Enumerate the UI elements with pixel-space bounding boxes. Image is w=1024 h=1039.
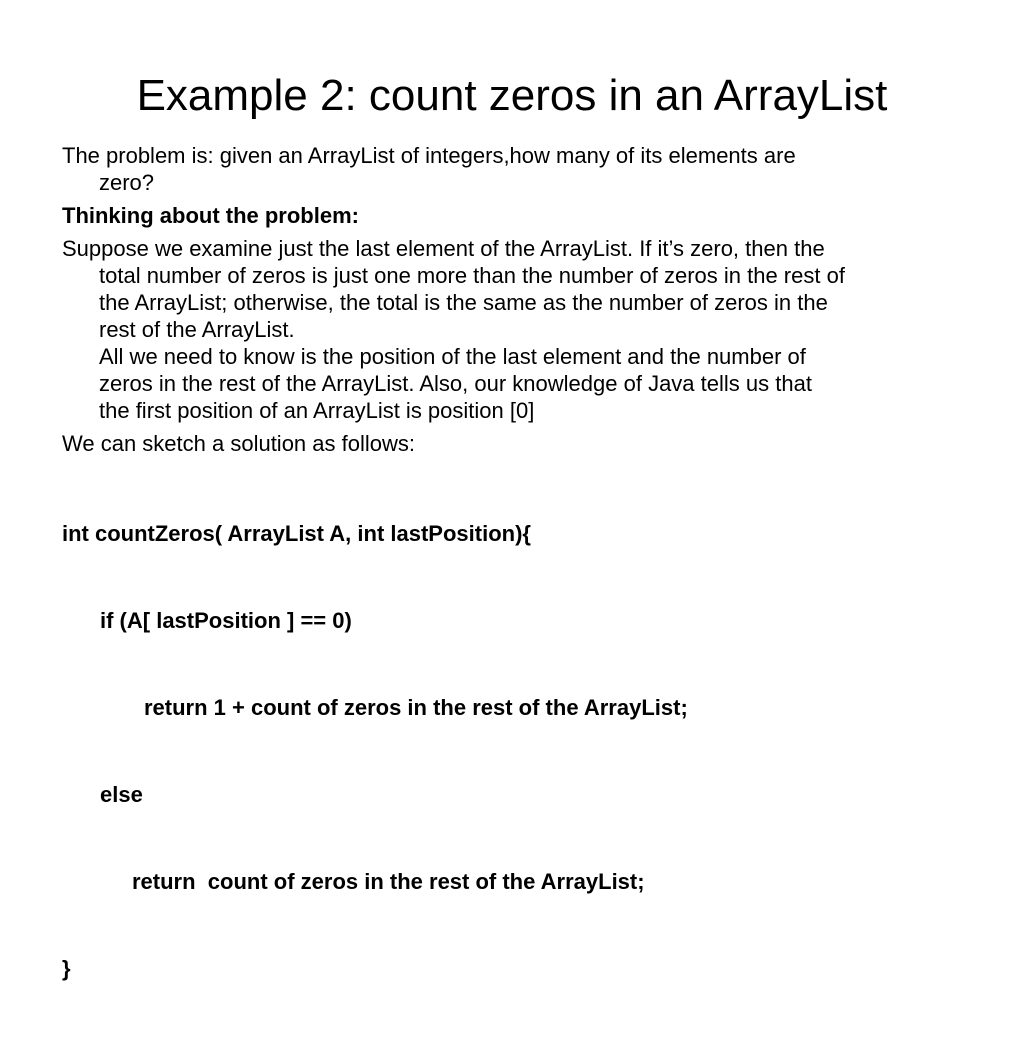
problem-paragraph [62, 142, 992, 196]
code-line-close-brace: } [62, 956, 71, 981]
suppose-paragraph [62, 235, 992, 424]
suppose-line-2: total number of zeros is just one more than the number of zeros in the rest of [99, 263, 845, 288]
code-line-return-one: return 1 + count of zeros in the rest of the ArrayList; [144, 695, 688, 720]
code-line-else: else [100, 782, 143, 807]
code-line-return-count: return count of zeros in the rest of the ArrayList; [132, 869, 645, 894]
slide-body [62, 142, 992, 1039]
sketch-line: We can sketch a solution as follows: [62, 431, 415, 456]
suppose-line-4: rest of the ArrayList. [99, 317, 295, 342]
code-line-if: if (A[ lastPosition ] == 0) [100, 608, 352, 633]
pseudocode-block [62, 463, 992, 1039]
suppose-line-7: the first position of an ArrayList is position [0] [99, 398, 535, 423]
suppose-line-5: All we need to know is the position of the last element and the number of [99, 344, 806, 369]
suppose-line-1: Suppose we examine just the last element of the ArrayList. If it’s zero, then the [62, 236, 825, 261]
problem-line-2: zero? [99, 170, 155, 195]
thinking-heading: Thinking about the problem: [62, 203, 359, 228]
suppose-line-3: the ArrayList; otherwise, the total is the same as the number of zeros in the [99, 290, 828, 315]
thinking-heading-paragraph [62, 202, 992, 229]
sketch-paragraph [62, 430, 992, 457]
suppose-line-6: zeros in the rest of the ArrayList. Also, our knowledge of Java tells us that [99, 371, 812, 396]
problem-line-1: The problem is: given an ArrayList of integers,how many of its elements are [62, 143, 796, 168]
slide-title: Example 2: count zeros in an ArrayList [136, 71, 888, 120]
code-line-signature: int countZeros( ArrayList A, int lastPosition){ [62, 521, 531, 546]
